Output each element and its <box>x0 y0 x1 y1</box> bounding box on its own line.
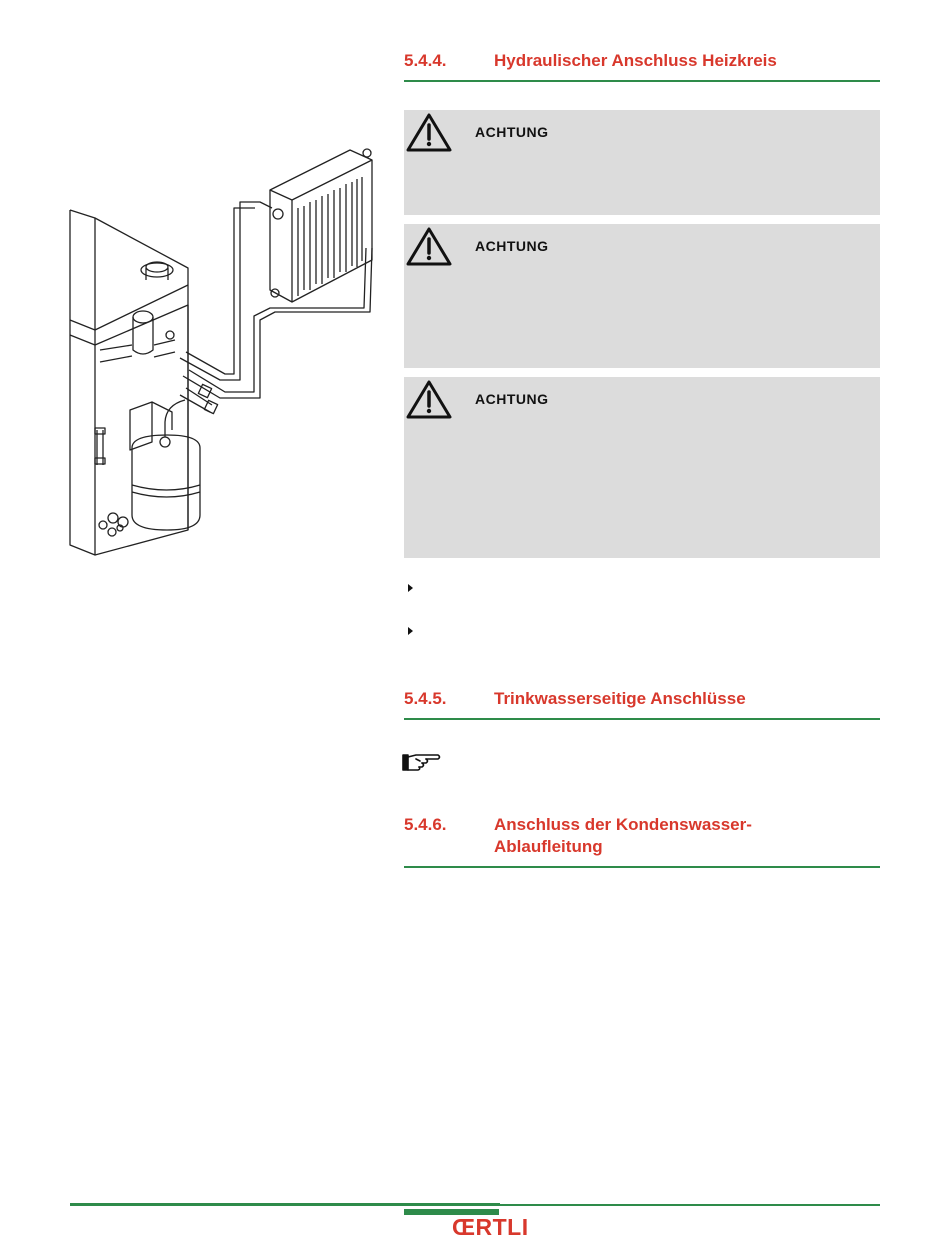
section-heading-5-4-4 <box>404 50 880 82</box>
section-title: Trinkwasserseitige Anschlüsse <box>494 689 746 708</box>
section-number: 5.4.4. <box>404 51 447 70</box>
warning-box-1 <box>404 110 880 215</box>
warning-label: ACHTUNG <box>475 124 549 140</box>
section-title-line-2: Ablaufleitung <box>494 837 603 856</box>
warning-triangle-icon <box>406 112 452 152</box>
warning-label: ACHTUNG <box>475 391 549 407</box>
section-title-line-1: Anschluss der Kondenswasser- <box>494 815 752 834</box>
section-title: Hydraulischer Anschluss Heizkreis <box>494 51 777 70</box>
warning-label: ACHTUNG <box>475 238 549 254</box>
warning-triangle-icon <box>406 379 452 419</box>
section-title <box>494 814 880 858</box>
pointing-hand-icon <box>402 752 442 774</box>
section-number: 5.4.6. <box>404 815 447 834</box>
oertli-logo: ŒRTLI <box>452 1214 529 1240</box>
footer-rule-left <box>70 1203 500 1206</box>
footer-rule-right <box>500 1204 880 1206</box>
section-number: 5.4.5. <box>404 689 447 708</box>
section-heading-5-4-5 <box>404 688 880 720</box>
boiler-installation-illustration <box>60 130 400 570</box>
bullet-marker <box>408 627 413 635</box>
warning-box-3 <box>404 377 880 558</box>
warning-triangle-icon <box>406 226 452 266</box>
warning-box-2 <box>404 224 880 368</box>
bullet-marker <box>408 584 413 592</box>
section-heading-5-4-6 <box>404 814 880 868</box>
